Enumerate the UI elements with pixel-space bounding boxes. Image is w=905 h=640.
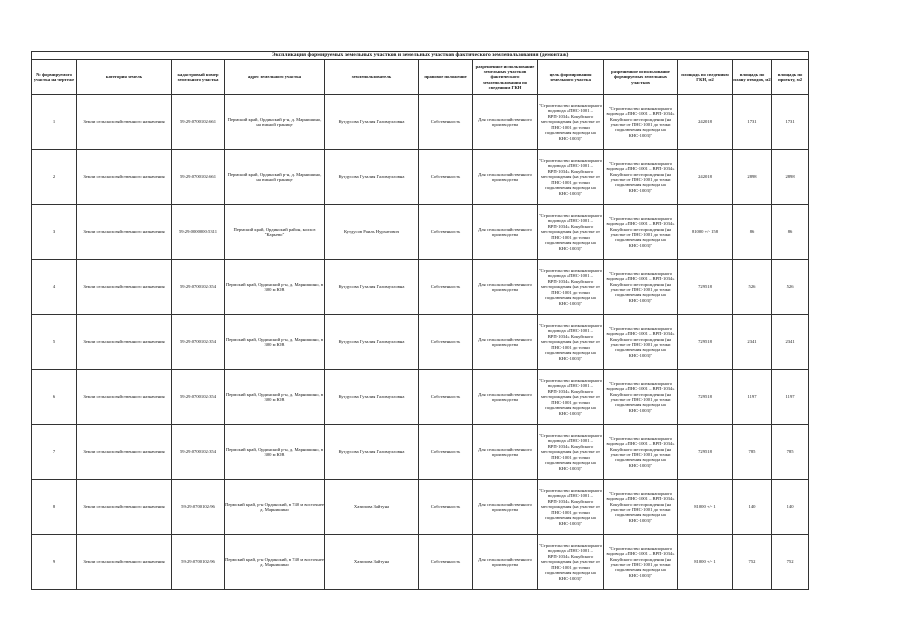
table-row xyxy=(32,150,809,205)
cell-cadastral-number: 59:29:0700102:354 xyxy=(172,425,225,480)
cell-address: Пермский край, Ординский р-н, д. Марнишино, на южной границе xyxy=(225,150,325,205)
cell-land-category: Земли сельскохозяйственного назначения xyxy=(77,150,172,205)
cell-cadastral-number: 59:29:0700102:354 xyxy=(172,370,225,425)
table-header-row xyxy=(32,60,809,95)
cell-area-plan: 1197 xyxy=(733,370,772,425)
header-area-gkn: площадь по сведениям ГКН, м2 xyxy=(678,60,733,95)
cell-area-gkn: 729518 xyxy=(678,370,733,425)
cell-area-gkn: 729518 xyxy=(678,425,733,480)
cell-permitted-use: "Строительство низконапорного водовода «ПНС-1001 – ВРП-1034» Кокуйского месторождения (на участке от ПНС-1001 до точки подключения водовода на КНС-1003)" xyxy=(604,370,678,425)
cell-gkn-permitted-use: Для сельскохозяйственного производства xyxy=(473,480,538,535)
cell-address: Пермский край, Ординский р-н, д. Марнишино, в 300 м ЮВ xyxy=(225,370,325,425)
cell-area-gkn: 242018 xyxy=(678,150,733,205)
cell-legal-status: Собственность xyxy=(419,370,473,425)
cell-area-project: 140 xyxy=(772,480,809,535)
cell-area-project: 1197 xyxy=(772,370,809,425)
cell-land-category: Земли сельскохозяйственного назначения xyxy=(77,425,172,480)
cell-gkn-permitted-use: Для сельскохозяйственного производства xyxy=(473,95,538,150)
table-row xyxy=(32,95,809,150)
cell-formation-purpose: "Строительство низконапорного водовода «ПНС-1001 – ВРП-1034» Кокуйского месторождения (на участке от ПНС-1001 до точки подключения водовода на КНС-1003)" xyxy=(538,535,604,590)
cell-land-category: Земли сельскохозяйственного назначения xyxy=(77,315,172,370)
cell-area-plan: 86 xyxy=(733,205,772,260)
cell-formation-purpose: "Строительство низконапорного водовода «ПНС-1001 – ВРП-1034» Кокуйского месторождения (на участке от ПНС-1001 до точки подключения водовода на КНС-1003)" xyxy=(538,480,604,535)
header-area-project: площадь по проекту, м2 xyxy=(772,60,809,95)
cell-land-category: Земли сельскохозяйственного назначения xyxy=(77,95,172,150)
cell-area-gkn: 242018 xyxy=(678,95,733,150)
cell-cadastral-number: 59:29:0700102:354 xyxy=(172,315,225,370)
cell-legal-status: Собственность xyxy=(419,315,473,370)
cell-permitted-use: "Строительство низконапорного водовода «ПНС-1001 – ВРП-1034» Кокуйского месторождения (на участке от ПНС-1001 до точки подключения водовода на КНС-1003)" xyxy=(604,260,678,315)
header-formation-purpose: цель формирования земельного участка xyxy=(538,60,604,95)
cell-plot-number: 5 xyxy=(32,315,77,370)
cell-gkn-permitted-use: Для сельскохозяйственного производства xyxy=(473,205,538,260)
cell-gkn-permitted-use: Для сельскохозяйственного производства xyxy=(473,260,538,315)
cell-legal-status: Собственность xyxy=(419,535,473,590)
cell-area-plan: 752 xyxy=(733,535,772,590)
header-cadastral-number: кадастровый номер земельного участка xyxy=(172,60,225,95)
cell-cadastral-number: 59:29:0700102:354 xyxy=(172,260,225,315)
table-row xyxy=(32,205,809,260)
cell-area-project: 526 xyxy=(772,260,809,315)
cell-gkn-permitted-use: Для сельскохозяйственного производства xyxy=(473,535,538,590)
cell-formation-purpose: "Строительство низконапорного водовода «ПНС-1001 – ВРП-1034» Кокуйского месторождения (на участке от ПНС-1001 до точки подключения водовода на КНС-1003)" xyxy=(538,205,604,260)
table-body xyxy=(32,95,809,590)
cell-area-gkn: 81000 +/- 158 xyxy=(678,205,733,260)
cell-plot-number: 3 xyxy=(32,205,77,260)
header-land-category: категория земель xyxy=(77,60,172,95)
table-row xyxy=(32,260,809,315)
cell-land-user: Кутдусова Гузалия Галимулловна xyxy=(325,315,419,370)
cell-area-plan: 785 xyxy=(733,425,772,480)
cell-legal-status: Собственность xyxy=(419,205,473,260)
cell-permitted-use: "Строительство низконапорного водовода «ПНС-1001 – ВРП-1034» Кокуйского месторождения (на участке от ПНС-1001 до точки подключения водовода на КНС-1003)" xyxy=(604,95,678,150)
cell-cadastral-number: 59:29:0700102:96 xyxy=(172,480,225,535)
explication-table xyxy=(31,51,809,590)
cell-land-category: Земли сельскохозяйственного назначения xyxy=(77,370,172,425)
table-title-row xyxy=(32,52,809,60)
table-row xyxy=(32,370,809,425)
table-title: Экспликация формируемых земельных участков и земельных участков фактического землепользования (демонтаж) xyxy=(32,52,809,60)
cell-address: Пермский край, Ординский р-н, д. Марнишино, на южной границе xyxy=(225,95,325,150)
cell-plot-number: 8 xyxy=(32,480,77,535)
cell-legal-status: Собственность xyxy=(419,150,473,205)
cell-permitted-use: "Строительство низконапорного водовода «ПНС-1001 – ВРП-1034» Кокуйского месторождения (на участке от ПНС-1001 до точки подключения водовода на КНС-1003)" xyxy=(604,150,678,205)
header-area-plan: площадь по плану отводов, м2 xyxy=(733,60,772,95)
cell-address: Пермский край, р-н Ординский, в 740 м восточнее д. Марнишино xyxy=(225,535,325,590)
table-row xyxy=(32,425,809,480)
cell-formation-purpose: "Строительство низконапорного водовода «ПНС-1001 – ВРП-1034» Кокуйского месторождения (на участке от ПНС-1001 до точки подключения водовода на КНС-1003)" xyxy=(538,150,604,205)
cell-address: Пермский край, Ординский р-н, д. Марнишино, в 300 м ЮВ xyxy=(225,315,325,370)
cell-land-user: Хазипова Зайтуна xyxy=(325,480,419,535)
cell-area-project: 86 xyxy=(772,205,809,260)
table-row xyxy=(32,535,809,590)
cell-area-plan: 140 xyxy=(733,480,772,535)
cell-legal-status: Собственность xyxy=(419,95,473,150)
cell-land-user: Кутдусов Раиль Нурхатович xyxy=(325,205,419,260)
cell-permitted-use: "Строительство низконапорного водовода «ПНС-1001 – ВРП-1034» Кокуйского месторождения (на участке от ПНС-1001 до точки подключения водовода на КНС-1003)" xyxy=(604,315,678,370)
cell-land-category: Земли сельскохозяйственного назначения xyxy=(77,480,172,535)
cell-land-user: Кутдусова Гузалия Галимулловна xyxy=(325,370,419,425)
cell-address: Пермский край, Ординский район, колхоз "Карьево" xyxy=(225,205,325,260)
header-plot-number: № формируемого участка на чертеже xyxy=(32,60,77,95)
cell-area-plan: 2341 xyxy=(733,315,772,370)
cell-plot-number: 2 xyxy=(32,150,77,205)
cell-address: Пермский край, Ординский р-н, д. Марнишино, в 300 м ЮВ xyxy=(225,425,325,480)
cell-legal-status: Собственность xyxy=(419,480,473,535)
cell-area-plan: 526 xyxy=(733,260,772,315)
cell-cadastral-number: 59:29:0700102:96 xyxy=(172,535,225,590)
cell-address: Пермский край, Ординский р-н, д. Марнишино, в 300 м ЮВ xyxy=(225,260,325,315)
header-gkn-permitted-use: разрешенное использование земельных участков фактического землепользования по сведениям ГКН xyxy=(473,60,538,95)
cell-plot-number: 4 xyxy=(32,260,77,315)
cell-area-project: 1731 xyxy=(772,95,809,150)
cell-permitted-use: "Строительство низконапорного водовода «ПНС-1001 – ВРП-1034» Кокуйского месторождения (на участке от ПНС-1001 до точки подключения водовода на КНС-1003)" xyxy=(604,535,678,590)
header-land-user: землепользователь xyxy=(325,60,419,95)
cell-plot-number: 6 xyxy=(32,370,77,425)
cell-formation-purpose: "Строительство низконапорного водовода «ПНС-1001 – ВРП-1034» Кокуйского месторождения (на участке от ПНС-1001 до точки подключения водовода на КНС-1003)" xyxy=(538,315,604,370)
table-row xyxy=(32,315,809,370)
cell-land-user: Кутдусова Гузалия Галимулловна xyxy=(325,150,419,205)
cell-area-project: 2341 xyxy=(772,315,809,370)
cell-land-user: Хазипова Зайтуна xyxy=(325,535,419,590)
cell-area-gkn: 729518 xyxy=(678,260,733,315)
cell-area-gkn: 81000 +/- 1 xyxy=(678,480,733,535)
header-legal-status: правовое положение xyxy=(419,60,473,95)
cell-land-category: Земли сельскохозяйственного назначения xyxy=(77,535,172,590)
cell-gkn-permitted-use: Для сельскохозяйственного производства xyxy=(473,425,538,480)
cell-gkn-permitted-use: Для сельскохозяйственного производства xyxy=(473,150,538,205)
cell-address: Пермский край, р-н Ординский, в 740 м восточнее д. Марнишино xyxy=(225,480,325,535)
cell-land-user: Кутдусова Гузалия Галимулловна xyxy=(325,95,419,150)
cell-cadastral-number: 59:29:0700102:661 xyxy=(172,95,225,150)
cell-formation-purpose: "Строительство низконапорного водовода «ПНС-1001 – ВРП-1034» Кокуйского месторождения (на участке от ПНС-1001 до точки подключения водовода на КНС-1003)" xyxy=(538,370,604,425)
cell-area-project: 2898 xyxy=(772,150,809,205)
cell-land-category: Земли сельскохозяйственного назначения xyxy=(77,260,172,315)
cell-land-category: Земли сельскохозяйственного назначения xyxy=(77,205,172,260)
cell-formation-purpose: "Строительство низконапорного водовода «ПНС-1001 – ВРП-1034» Кокуйского месторождения (на участке от ПНС-1001 до точки подключения водовода на КНС-1003)" xyxy=(538,95,604,150)
cell-cadastral-number: 59:29:0000000:5311 xyxy=(172,205,225,260)
cell-area-plan: 1731 xyxy=(733,95,772,150)
table-row xyxy=(32,480,809,535)
cell-permitted-use: "Строительство низконапорного водовода «ПНС-1001 – ВРП-1034» Кокуйского месторождения (на участке от ПНС-1001 до точки подключения водовода на КНС-1003)" xyxy=(604,480,678,535)
cell-formation-purpose: "Строительство низконапорного водовода «ПНС-1001 – ВРП-1034» Кокуйского месторождения (на участке от ПНС-1001 до точки подключения водовода на КНС-1003)" xyxy=(538,260,604,315)
cell-legal-status: Собственность xyxy=(419,425,473,480)
cell-plot-number: 9 xyxy=(32,535,77,590)
cell-area-project: 785 xyxy=(772,425,809,480)
cell-area-gkn: 729518 xyxy=(678,315,733,370)
cell-legal-status: Собственность xyxy=(419,260,473,315)
explication-sheet xyxy=(31,51,808,590)
cell-permitted-use: "Строительство низконапорного водовода «ПНС-1001 – ВРП-1034» Кокуйского месторождения (на участке от ПНС-1001 до точки подключения водовода на КНС-1003)" xyxy=(604,425,678,480)
cell-area-project: 752 xyxy=(772,535,809,590)
header-permitted-use: разрешенное использование формируемых земельных участков xyxy=(604,60,678,95)
cell-area-gkn: 81000 +/- 1 xyxy=(678,535,733,590)
cell-permitted-use: "Строительство низконапорного водовода «ПНС-1001 – ВРП-1034» Кокуйского месторождения (на участке от ПНС-1001 до точки подключения водовода на КНС-1003)" xyxy=(604,205,678,260)
cell-plot-number: 1 xyxy=(32,95,77,150)
cell-gkn-permitted-use: Для сельскохозяйственного производства xyxy=(473,315,538,370)
cell-gkn-permitted-use: Для сельскохозяйственного производства xyxy=(473,370,538,425)
cell-plot-number: 7 xyxy=(32,425,77,480)
cell-area-plan: 2898 xyxy=(733,150,772,205)
cell-land-user: Кутдусова Гузалия Галимулловна xyxy=(325,425,419,480)
cell-cadastral-number: 59:29:0700102:661 xyxy=(172,150,225,205)
cell-formation-purpose: "Строительство низконапорного водовода «ПНС-1001 – ВРП-1034» Кокуйского месторождения (на участке от ПНС-1001 до точки подключения водовода на КНС-1003)" xyxy=(538,425,604,480)
cell-land-user: Кутдусова Гузалия Галимулловна xyxy=(325,260,419,315)
header-address: адрес земельного участка xyxy=(225,60,325,95)
